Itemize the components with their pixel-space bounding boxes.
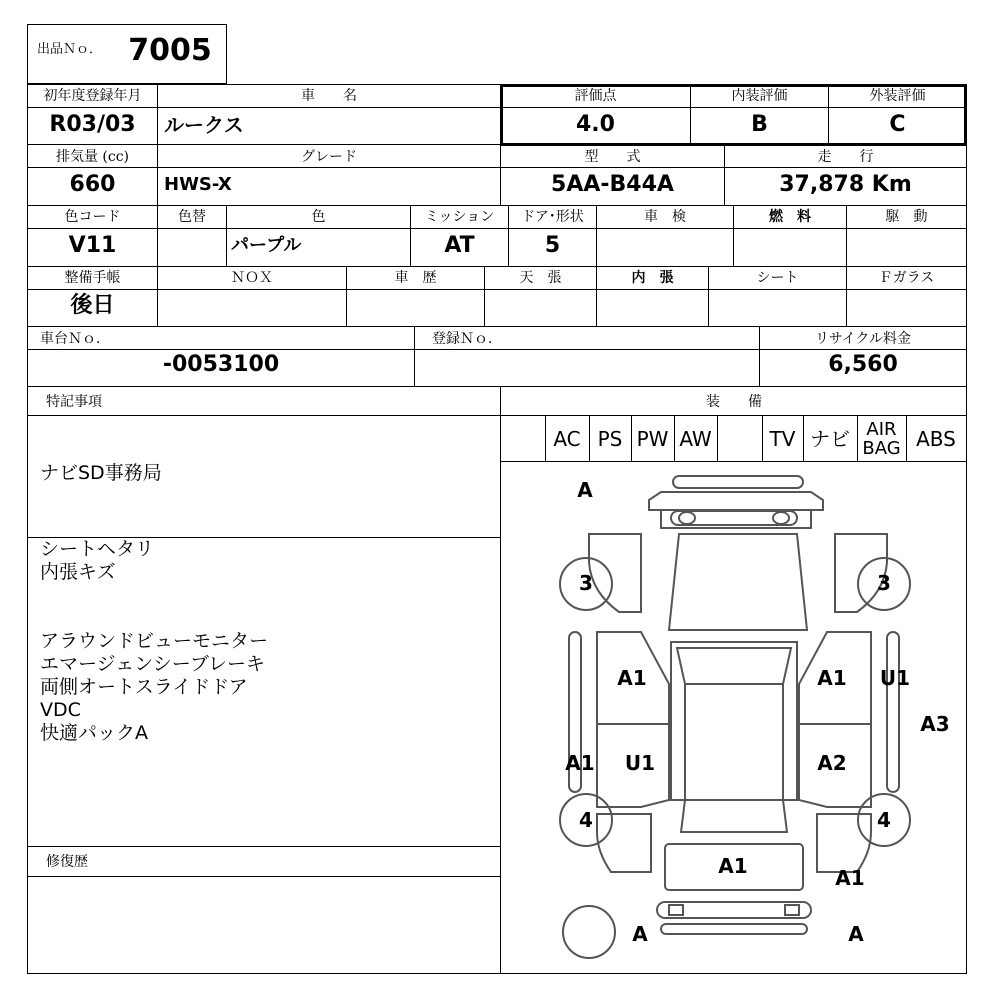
equipment-item: PW [636,426,669,451]
repair-label: 修復歴 [46,854,88,870]
doors-label: ドア･形状 [521,209,584,225]
equipment-item: AC [553,426,581,451]
lot-label: 出品Ｎｏ． [37,42,103,57]
damage-mark-rear-bumper-right: A [848,922,864,946]
note-line: 内張キズ [40,561,116,583]
color-value: パープル [231,235,302,256]
doors-value: 5 [544,233,561,258]
recycle-label: リサイクル料金 [814,331,912,347]
equipment-item: AW [679,426,712,451]
maint-label: 整備手帳 [64,270,121,286]
inspection-label: 車 検 [644,209,686,225]
damage-mark-left-rocker: A1 [565,751,595,775]
maint-value: 後日 [70,293,115,318]
color-label: 色 [311,209,326,225]
exterior-label: 外装評価 [869,88,926,104]
note-line: 両側オートスライドドア [40,676,248,698]
car-damage-diagram [501,462,966,973]
color-code-value: V11 [68,233,117,258]
interior-lining-label: 内 張 [631,270,674,286]
color-code-label: 色コード [64,209,121,225]
first-reg-value: R03/03 [49,112,136,137]
damage-mark-tailgate: A1 [718,854,748,878]
car-name-label: 車 名 [301,88,357,104]
fuel-label: 燃 料 [769,209,811,225]
damage-mark-front-right-wheel: 3 [877,571,891,595]
equipment-item [717,416,762,461]
note-line: シートヘタリ [40,538,155,560]
note-line: アラウンドビューモニター [40,630,269,652]
damage-mark-right-side: A3 [920,712,950,736]
damage-mark-right-front-door: A1 [817,666,847,690]
mission-label: ミッション [424,209,495,225]
note-line [40,584,490,607]
recycle-value: 6,560 [828,352,898,377]
interior-label: 内装評価 [731,88,788,104]
chassis-value: -0053100 [162,352,280,377]
glass-label: Ｆガラス [878,270,935,286]
damage-mark-right-rear-quarter: A1 [835,866,865,890]
damage-mark-left-front-door: A1 [617,666,647,690]
chassis-label: 車台Ｎｏ． [40,331,110,347]
damage-mark-right-front-pillar: U1 [879,666,911,690]
equipment-label: 装 備 [706,394,762,410]
equipment-item: ナビ [810,426,850,451]
displacement-value: 660 [69,172,116,197]
notes-label: 特記事項 [46,394,102,410]
damage-mark-rear-bumper-left: A [632,922,648,946]
score-label: 評価点 [574,88,617,104]
model-value: 5AA-B44A [551,172,674,197]
equipment-item: TV [769,426,796,451]
mission-value: AT [444,233,475,258]
note-line: 快適パックA [40,722,148,744]
equipment-item: AIR BAG [862,418,901,459]
equipment-item [501,416,545,461]
displacement-label: 排気量 (cc) [55,149,130,165]
mileage-label: 走 行 [817,149,874,165]
notes-block-2 [40,538,490,745]
grade-label: グレード [301,149,357,165]
nox-label: ＮＯＸ [231,270,273,286]
notes-block-1 [40,462,490,485]
note-line [40,607,490,630]
first-reg-label: 初年度登録年月 [43,88,142,104]
roof-label: 天 張 [519,270,562,286]
car-name-value: ルークス [164,113,244,137]
damage-mark-front-left-wheel: 3 [579,571,593,595]
exterior-value: C [889,112,906,137]
score-value: 4.0 [576,112,615,137]
note-line: VDC [40,699,81,721]
note-line: エマージェンシーブレーキ [40,653,266,675]
damage-mark-front-bumper: A [577,478,593,502]
damage-mark-right-rear-door: A2 [817,751,847,775]
reg-label: 登録Ｎｏ． [432,331,502,347]
drive-label: 駆 動 [885,209,928,225]
model-label: 型 式 [584,149,641,165]
mileage-value: 37,878 Km [779,172,912,197]
damage-mark-rear-right-wheel: 4 [877,808,891,832]
equipment-item: ABS [916,426,956,451]
history-label: 車 歴 [394,270,437,286]
damage-mark-rear-left-wheel: 4 [579,808,593,832]
equipment-item: PS [597,426,623,451]
lot-number: 7005 [128,33,212,68]
note-line: ナビSD事務局 [40,462,162,484]
grade-value: HWS-X [164,174,232,195]
interior-value: B [751,112,768,137]
seat-label: シート [756,270,799,286]
damage-mark-left-rear-door: U1 [624,751,656,775]
color-change-label: 色替 [178,209,206,225]
